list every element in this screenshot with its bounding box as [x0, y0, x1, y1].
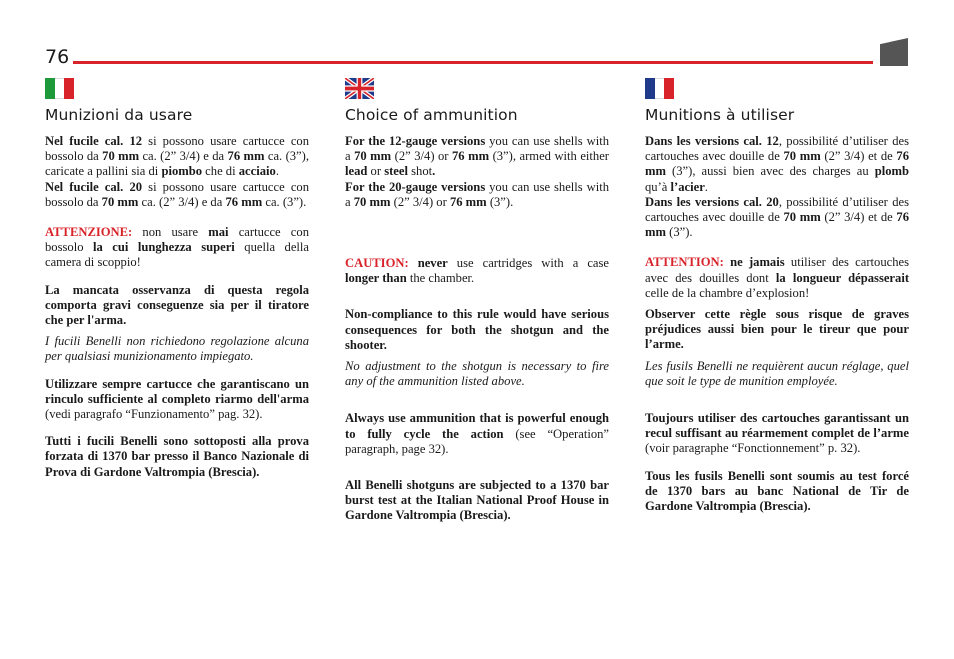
page-number: 76: [45, 46, 70, 68]
warning-paragraph: ATTENZIONE: non usare mai cartucce con bossolo la cui lunghezza superi quella della camera di scoppio!: [45, 225, 310, 270]
french-flag-icon: [645, 78, 674, 99]
column-italian: [45, 78, 309, 480]
consequence-paragraph: Observer cette règle sous risque de graves préjudices aussi bien pour le tireur que pour l’arme.: [645, 307, 909, 352]
recoil-paragraph: Toujours utiliser des cartouches garantissant un recul suffisant au réarmement complet de l’arme (voir paragraphe “Fonctionnement” p. 32).: [645, 411, 909, 456]
recoil-paragraph: Utilizzare sempre cartucce che garantiscano un rinculo sufficiente al completo riarmo dell'arma (vedi paragrafo “Funzionamento” pag. 32).: [45, 376, 309, 422]
consequence-paragraph: Non-compliance to this rule would have serious consequences for both the shotgun and the shooter.: [345, 307, 609, 352]
paragraph-20-gauge: For the 20-gauge versions you can use shells with a 70 mm (2” 3/4) or 76 mm (3”).: [345, 179, 609, 209]
header-rule: [73, 61, 873, 64]
proof-test-paragraph: Tous les fusils Benelli sont soumis au test forcé de 1370 bars au banc National de Tir de Gardone Valtrompia (Brescia).: [645, 468, 909, 514]
uk-flag-icon: [345, 78, 374, 99]
section-heading-italian: Munizioni da usare: [45, 106, 193, 124]
column-french: [645, 78, 909, 514]
consequence-paragraph: La mancata osservanza di questa regola comporta gravi conseguenze sia per il tiratore che per l'arma.: [45, 282, 309, 328]
proof-test-paragraph: All Benelli shotguns are subjected to a 1370 bar burst test at the Italian National Proof House in Gardone Valtrompia (Brescia).: [345, 478, 609, 523]
column-english: [345, 78, 609, 524]
section-heading-english: Choice of ammunition: [345, 106, 518, 124]
paragraph-cal20: Dans les versions cal. 20, possibilité d’utiliser des cartouches avec douille de 70 mm (2” 3/4) et de 76 mm (3”).: [645, 194, 909, 240]
corner-tab: [880, 38, 908, 66]
paragraph-cal20: Nel fucile cal. 20 si possono usare cartucce con bossolo da 70 mm ca. (2” 3/4) e da 76 mm ca. (3”).: [45, 179, 310, 209]
recoil-paragraph: Always use ammunition that is powerful enough to fully cycle the action (see “Operation” paragraph, page 32).: [345, 411, 609, 456]
paragraph-cal12: Dans les versions cal. 12, possibilité d’utiliser des cartouches avec douille de 70 mm (2” 3/4) et de 76 mm (3”), aussi bien avec des charges au plomb qu’à l’acier.: [645, 134, 909, 194]
adjustment-note: No adjustment to the shotgun is necessary to fire any of the ammunition listed above.: [345, 359, 609, 389]
adjustment-note: Les fusils Benelli ne requièrent aucun réglage, quel que soit le type de munition employée.: [645, 358, 909, 388]
attention-paragraph: ATTENTION: ne jamais utiliser des cartouches avec des douilles dont la longueur dépasserait celle de la chambre d’explosion!: [645, 255, 910, 300]
paragraph-cal12: Nel fucile cal. 12 si possono usare cartucce con bossolo da 70 mm ca. (2” 3/4) e da 76 mm ca. (3”), caricate a pallini sia di piombo che di acciaio.: [45, 134, 310, 179]
proof-test-paragraph: Tutti i fucili Benelli sono sottoposti alla prova forzata di 1370 bar presso il Banco Nazionale di Prova di Gardone Valtrompia (Brescia).: [45, 434, 309, 479]
adjustment-note: I fucili Benelli non richiedono regolazione alcuna per qualsiasi munizionamento impiegato.: [45, 334, 309, 364]
paragraph-12-gauge: For the 12-gauge versions you can use shells with a 70 mm (2” 3/4) or 76 mm (3”), armed with either lead or steel shot.: [345, 134, 609, 179]
italian-flag-icon: [45, 78, 74, 99]
section-heading-french: Munitions à utiliser: [645, 106, 795, 124]
caution-paragraph: CAUTION: never use cartridges with a case longer than the chamber.: [345, 256, 609, 286]
